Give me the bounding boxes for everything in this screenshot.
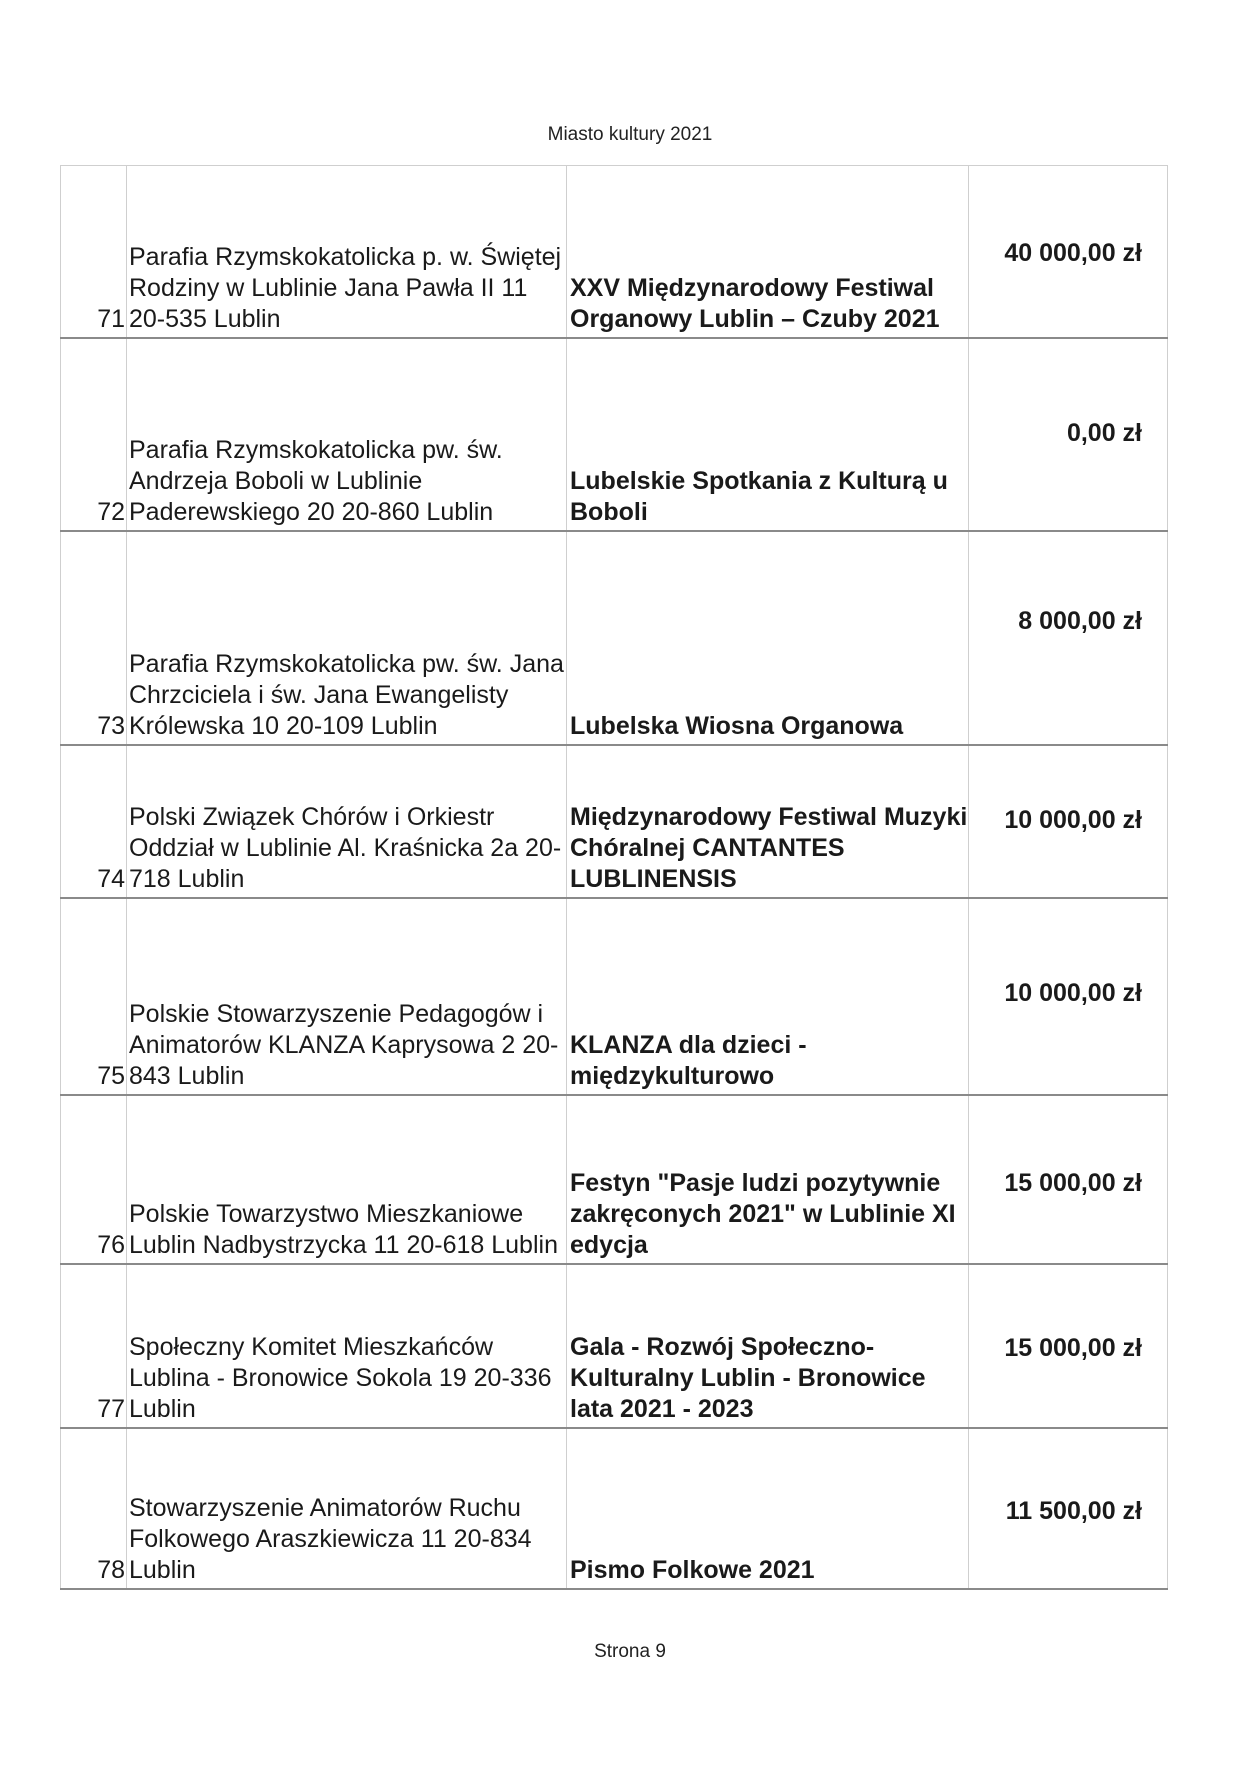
project-cell: Festyn "Pasje ludzi pozytywnie zakręconych 2021" w Lublinie XI edycja bbox=[567, 1095, 969, 1264]
page-header-title: Miasto kultury 2021 bbox=[547, 124, 713, 145]
project-cell: Pismo Folkowe 2021 bbox=[567, 1428, 969, 1589]
project-cell: Lubelska Wiosna Organowa bbox=[567, 531, 969, 745]
organization-cell: Parafia Rzymskokatolicka pw. św. Andrzeja Boboli w Lublinie Paderewskiego 20 20-860 Lublin bbox=[127, 338, 567, 531]
organization-cell: Polskie Stowarzyszenie Pedagogów i Animatorów KLANZA Kaprysowa 2 20-843 Lublin bbox=[127, 898, 567, 1095]
organization-cell: Parafia Rzymskokatolicka pw. św. Jana Chrzciciela i św. Jana Ewangelisty Królewska 10 20-109 Lublin bbox=[127, 531, 567, 745]
project-cell: Międzynarodowy Festiwal Muzyki Chóralnej CANTANTES LUBLINENSIS bbox=[567, 745, 969, 898]
table-row bbox=[61, 745, 1168, 898]
table-row bbox=[61, 1264, 1168, 1428]
project-cell: XXV Międzynarodowy Festiwal Organowy Lublin – Czuby 2021 bbox=[567, 166, 969, 338]
grants-table bbox=[60, 165, 1168, 1590]
amount-cell: 0,00 zł bbox=[969, 338, 1168, 531]
project-cell: KLANZA dla dzieci - międzykulturowo bbox=[567, 898, 969, 1095]
row-number: 71 bbox=[61, 166, 127, 338]
organization-cell: Polski Związek Chórów i Orkiestr Oddział w Lublinie Al. Kraśnicka 2a 20-718 Lublin bbox=[127, 745, 567, 898]
table-row bbox=[61, 898, 1168, 1095]
project-cell: Gala - Rozwój Społeczno-Kulturalny Lublin - Bronowice lata 2021 - 2023 bbox=[567, 1264, 969, 1428]
organization-cell: Polskie Towarzystwo Mieszkaniowe Lublin Nadbystrzycka 11 20-618 Lublin bbox=[127, 1095, 567, 1264]
table-row bbox=[61, 1095, 1168, 1264]
row-number: 73 bbox=[61, 531, 127, 745]
amount-cell: 15 000,00 zł bbox=[969, 1264, 1168, 1428]
organization-cell: Stowarzyszenie Animatorów Ruchu Folkowego Araszkiewicza 11 20-834 Lublin bbox=[127, 1428, 567, 1589]
page-number: Strona 9 bbox=[594, 1641, 666, 1662]
row-number: 72 bbox=[61, 338, 127, 531]
table-row bbox=[61, 338, 1168, 531]
amount-cell: 10 000,00 zł bbox=[969, 898, 1168, 1095]
project-cell: Lubelskie Spotkania z Kulturą u Boboli bbox=[567, 338, 969, 531]
row-number: 78 bbox=[61, 1428, 127, 1589]
amount-cell: 15 000,00 zł bbox=[969, 1095, 1168, 1264]
table-row bbox=[61, 166, 1168, 338]
amount-cell: 11 500,00 zł bbox=[969, 1428, 1168, 1589]
row-number: 74 bbox=[61, 745, 127, 898]
amount-cell: 10 000,00 zł bbox=[969, 745, 1168, 898]
amount-cell: 8 000,00 zł bbox=[969, 531, 1168, 745]
organization-cell: Społeczny Komitet Mieszkańców Lublina - Bronowice Sokola 19 20-336 Lublin bbox=[127, 1264, 567, 1428]
table-row bbox=[61, 1428, 1168, 1589]
amount-cell: 40 000,00 zł bbox=[969, 166, 1168, 338]
row-number: 76 bbox=[61, 1095, 127, 1264]
table-row bbox=[61, 531, 1168, 745]
organization-cell: Parafia Rzymskokatolicka p. w. Świętej Rodziny w Lublinie Jana Pawła II 11 20-535 Lublin bbox=[127, 166, 567, 338]
row-number: 75 bbox=[61, 898, 127, 1095]
row-number: 77 bbox=[61, 1264, 127, 1428]
